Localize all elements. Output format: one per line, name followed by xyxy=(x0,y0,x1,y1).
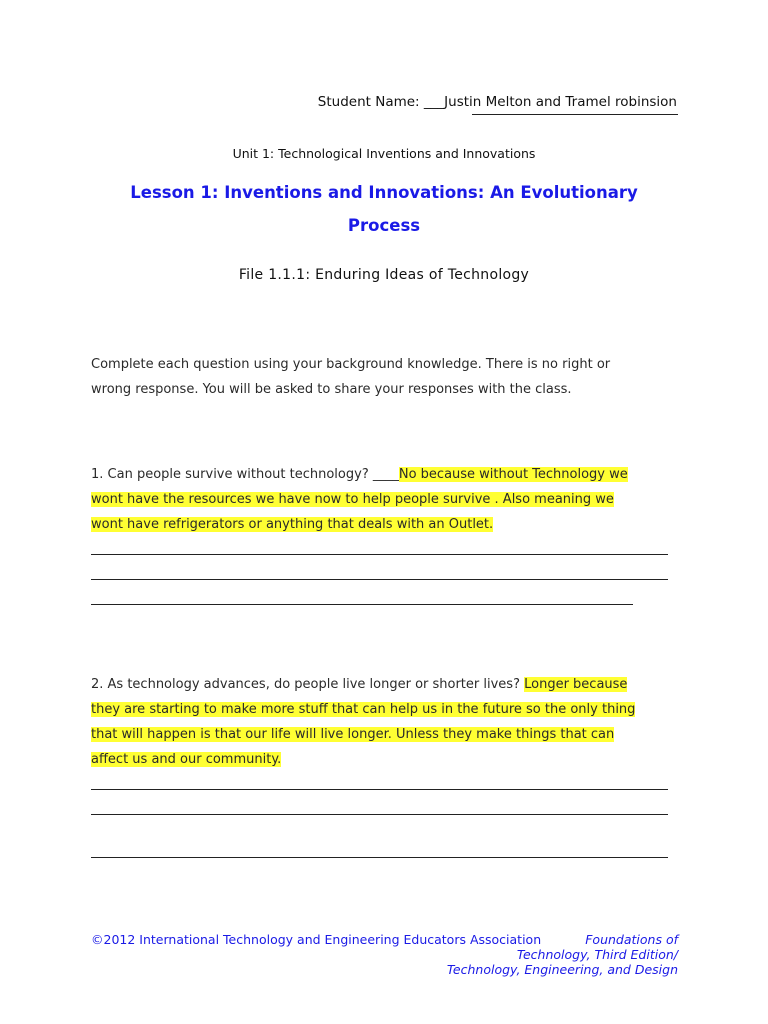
answer-rule xyxy=(91,604,633,605)
question-1-answer-part-3: wont have refrigerators or anything that deals with an Outlet. xyxy=(91,517,494,532)
student-name-underline xyxy=(472,114,678,115)
instructions-line-1: Complete each question using your background knowledge. There is no right or xyxy=(91,357,611,372)
answer-rule xyxy=(91,554,668,555)
question-2-line-1 xyxy=(91,672,635,697)
question-1-line-2 xyxy=(91,487,628,512)
footer-book-line-3: Technology, Engineering, and Design xyxy=(446,962,678,977)
student-name-label: Student Name: xyxy=(317,94,420,110)
footer-book-title xyxy=(447,932,678,977)
footer-copyright: ©2012 International Technology and Engineering Educators Association xyxy=(91,932,542,947)
student-name-blank: ___ xyxy=(423,94,445,110)
question-2-line-2 xyxy=(91,697,635,722)
lesson-title xyxy=(84,176,684,242)
answer-rule xyxy=(91,814,668,815)
question-1-answer-part-1: No because without Technology we xyxy=(398,467,628,482)
lesson-title-line-2: Process xyxy=(347,216,421,235)
instructions xyxy=(91,352,610,402)
answer-rule xyxy=(91,857,668,858)
question-1-line-1 xyxy=(91,462,628,487)
student-name-line xyxy=(318,94,677,110)
question-2-line-4 xyxy=(91,747,635,772)
question-1-prompt: 1. Can people survive without technology? xyxy=(91,467,373,482)
question-2-answer-part-1: Longer because xyxy=(524,677,628,692)
instructions-line-2: wrong response. You will be asked to share your responses with the class. xyxy=(91,382,572,397)
unit-title: Unit 1: Technological Inventions and Innovations xyxy=(232,146,536,161)
answer-rule xyxy=(91,579,668,580)
file-title: File 1.1.1: Enduring Ideas of Technology xyxy=(238,267,530,283)
question-1-line-3 xyxy=(91,512,628,537)
question-1-answer-part-2: wont have the resources we have now to help people survive . Also meaning we xyxy=(91,492,614,507)
footer-book-line-2: Technology, Third Edition/ xyxy=(516,947,678,962)
question-2-answer-part-4: affect us and our community. xyxy=(91,752,282,767)
question-1-blank: ____ xyxy=(372,467,399,482)
footer-book-line-1: Foundations of xyxy=(585,932,678,947)
student-name-value: Justin Melton and Tramel robinsion xyxy=(444,94,677,110)
question-2-answer-part-2: they are starting to make more stuff that can help us in the future so the only thing xyxy=(91,702,636,717)
question-2-answer-part-3: that will happen is that our life will live longer. Unless they make things that can xyxy=(91,727,615,742)
question-2-line-3 xyxy=(91,722,635,747)
answer-rule xyxy=(91,789,668,790)
question-2-prompt: 2. As technology advances, do people live longer or shorter lives? xyxy=(91,677,525,692)
question-2 xyxy=(91,672,635,772)
question-1 xyxy=(91,462,628,537)
lesson-title-line-1: Lesson 1: Inventions and Innovations: An Evolutionary xyxy=(130,183,638,202)
